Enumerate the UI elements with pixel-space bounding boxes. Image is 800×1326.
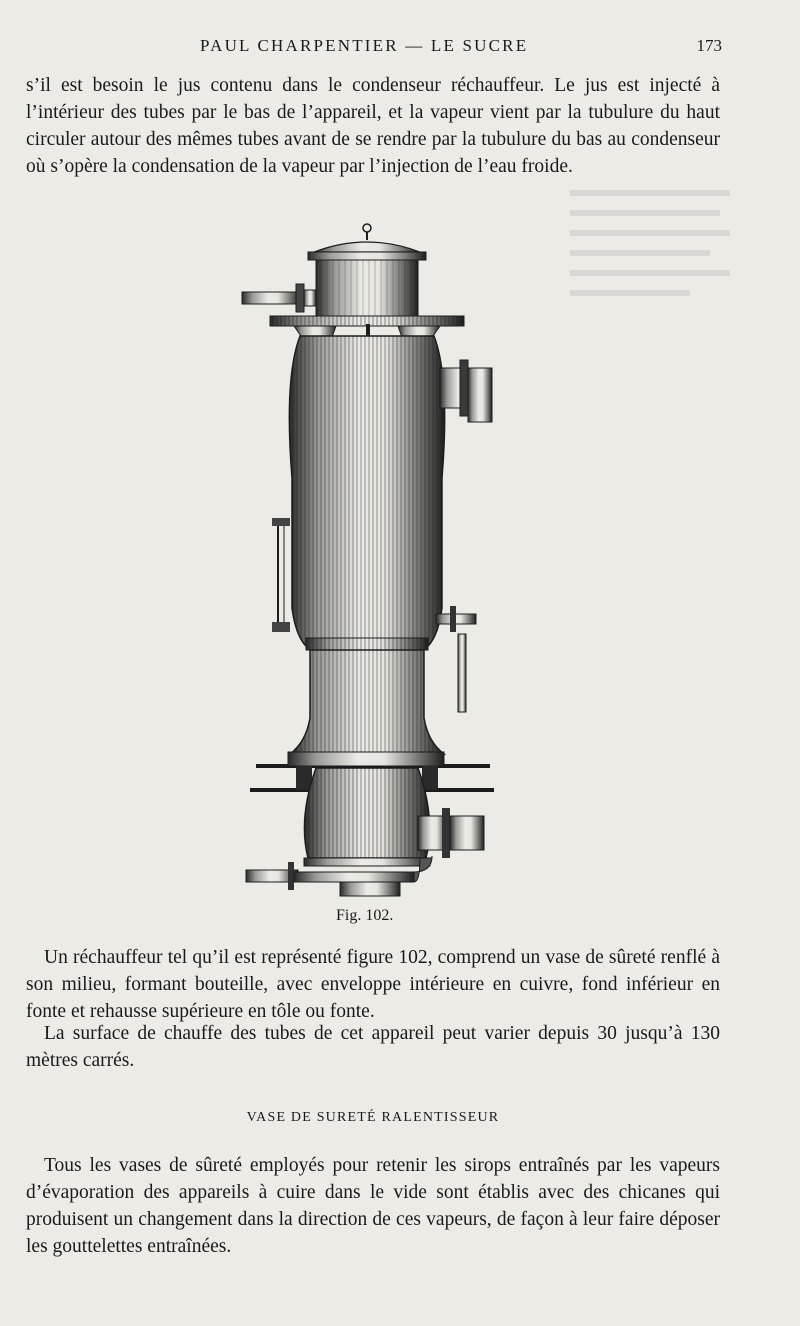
side-outlet-upper bbox=[440, 360, 492, 422]
section-heading: VASE DE SURETÉ RALENTISSEUR bbox=[246, 1110, 500, 1125]
page-number: 173 bbox=[696, 36, 722, 55]
drain-cock bbox=[436, 606, 476, 712]
running-title: PAUL CHARPENTIER — LE SUCRE bbox=[200, 36, 529, 55]
top-cap bbox=[308, 224, 426, 316]
figure-caption: Fig. 102. bbox=[336, 907, 394, 924]
lower-side-outlet bbox=[418, 808, 484, 858]
paragraph-1: s’il est besoin le jus contenu dans le condenseur réchauffeur. Le jus est injecté à l’intérieur des tubes par le bas de l’appareil, et la vapeur vient par la tubulure du haut circuler autour des mêmes tubes avant de se rendre par la tubulure du bas au condenseur où s’opère la condensation de la vapeur par l’injection de l’eau froide. bbox=[26, 75, 720, 177]
upper-shell bbox=[289, 336, 444, 648]
paragraph-4: Tous les vases de sûreté employés pour retenir les sirops entraînés par les vapeurs d’évaporation des appareils à cuire dans le vide sont établis avec des chicanes qui produisent un changement dans la direction de ces vapeurs, de façon à leur faire déposer les gouttelettes entraînées. bbox=[26, 1155, 720, 1257]
lower-neck bbox=[290, 650, 444, 754]
upper-inlet-pipe bbox=[242, 284, 316, 312]
heater-illustration bbox=[236, 218, 498, 902]
paragraph-2: Un réchauffeur tel qu’il est représenté figure 102, comprend un vase de sûreté renflé à son milieu, formant bouteille, avec enveloppe intérieure en cuivre, fond inférieur en fonte et rehausse supérieure en tôle ou fonte. bbox=[26, 947, 720, 1022]
show-through-ghost bbox=[560, 170, 740, 370]
level-gauge bbox=[272, 518, 290, 632]
middle-band bbox=[306, 638, 428, 650]
bottom-chamber bbox=[304, 768, 430, 866]
running-head bbox=[0, 36, 800, 58]
paragraph-3: La surface de chauffe des tubes de cet appareil peut varier depuis 30 jusqu’à 130 mètres carrés. bbox=[26, 1023, 720, 1071]
